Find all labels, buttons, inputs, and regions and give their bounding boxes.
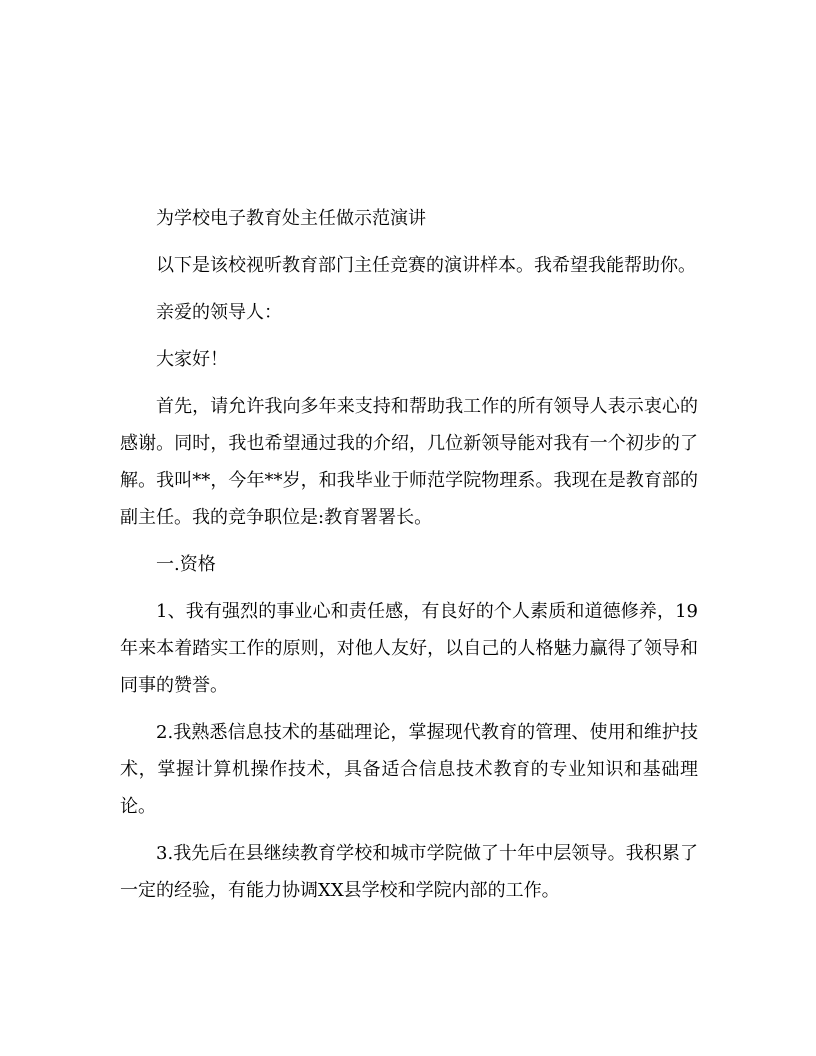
- qualification-item-1: 1、我有强烈的事业心和责任感，有良好的个人素质和道德修养，19年来本着踏实工作的原则，对他人友好，以自己的人格魅力赢得了领导和同事的赞誉。: [120, 601, 698, 696]
- qualification-item-2: 2.我熟悉信息技术的基础理论，掌握现代教育的管理、使用和维护技术，掌握计算机操作技术，具备适合信息技术教育的专业知识和基础理论。: [120, 722, 698, 817]
- intro-paragraph: 以下是该校视听教育部门主任竞赛的演讲样本。我希望我能帮助你。: [156, 255, 696, 276]
- greeting: 大家好！: [156, 349, 228, 370]
- qualification-item-3: 3.我先后在县继续教育学校和城市学院做了十年中层领导。我积累了一定的经验，有能力协调XX县学校和学院内部的工作。: [120, 843, 698, 901]
- document-body: [120, 200, 698, 909]
- document-title: 为学校电子教育处主任做示范演讲: [156, 208, 426, 229]
- opening-paragraph: 首先，请允许我向多年来支持和帮助我工作的所有领导人表示衷心的感谢。同时，我也希望通过我的介绍，几位新领导能对我有一个初步的了解。我叫**，今年**岁，和我毕业于师范学院物理系。我现在是教育部的副主任。我的竞争职位是:教育署署长。: [120, 396, 698, 528]
- salutation: 亲爱的领导人：: [156, 302, 282, 323]
- section-heading-qualifications: 一.资格: [156, 554, 216, 575]
